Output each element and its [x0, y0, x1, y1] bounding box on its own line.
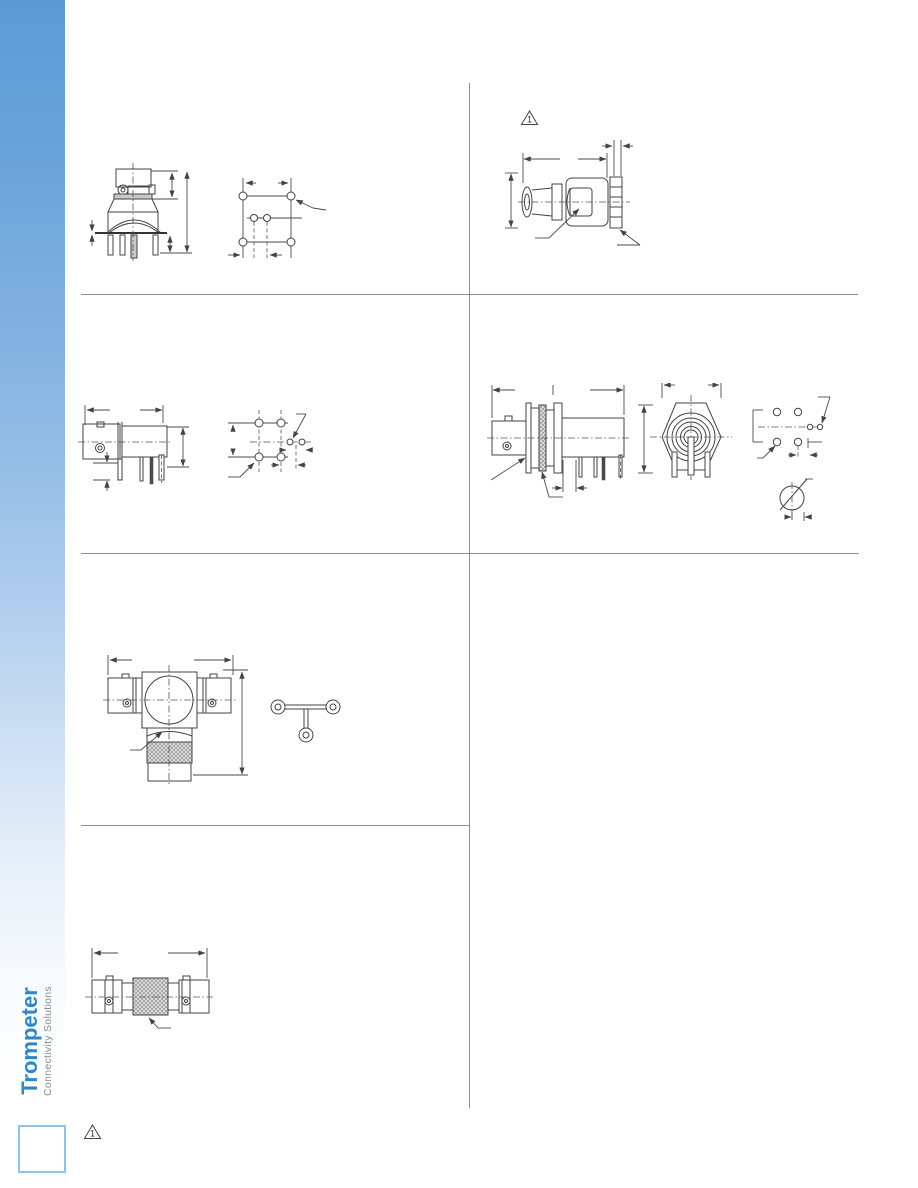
- bulkhead-front-view-hex: [638, 383, 732, 480]
- drawing-bnc-tee-and-footprint: [100, 648, 358, 790]
- drawing-ra-jack-side-and-footprint: [78, 403, 323, 495]
- divider-row1: [81, 294, 858, 295]
- ra-jack-footprint: [228, 410, 312, 477]
- adapter-dimensions: [92, 948, 207, 978]
- drawing-right-angle-pcb-jack-and-footprint: [80, 158, 332, 268]
- plug-leaders: [535, 209, 640, 245]
- tee-body: [103, 665, 236, 785]
- bulkhead-side-view: [487, 385, 630, 497]
- drawing-bulkhead-jack-views: [485, 383, 840, 533]
- brand-logo: [19, 974, 57, 1108]
- jack-footprint-pattern: [228, 178, 326, 258]
- jack-front-view: [92, 163, 192, 261]
- bulkhead-drill-hole: [780, 479, 813, 521]
- brand-tagline: Connectivity Solutions: [42, 986, 54, 1096]
- bulkhead-footprint: [753, 397, 830, 458]
- warning-number-bottom: 1: [89, 1128, 96, 1139]
- divider-row3-left: [81, 825, 470, 826]
- divider-row2: [81, 553, 859, 554]
- brand-name: Trompeter: [17, 987, 42, 1095]
- adapter-body: [85, 976, 213, 1028]
- divider-vertical: [469, 83, 470, 1108]
- drawing-inline-adapter: [82, 943, 220, 1035]
- warning-number-top: 1: [526, 114, 533, 125]
- ra-jack-side-view: [78, 405, 189, 491]
- warning-triangle-bottom: [82, 1123, 104, 1141]
- tee-footprint: [271, 700, 340, 742]
- page-corner-square: [18, 1125, 66, 1173]
- plug-body: [518, 177, 630, 228]
- drawing-plug-connector-side-view: [488, 108, 668, 258]
